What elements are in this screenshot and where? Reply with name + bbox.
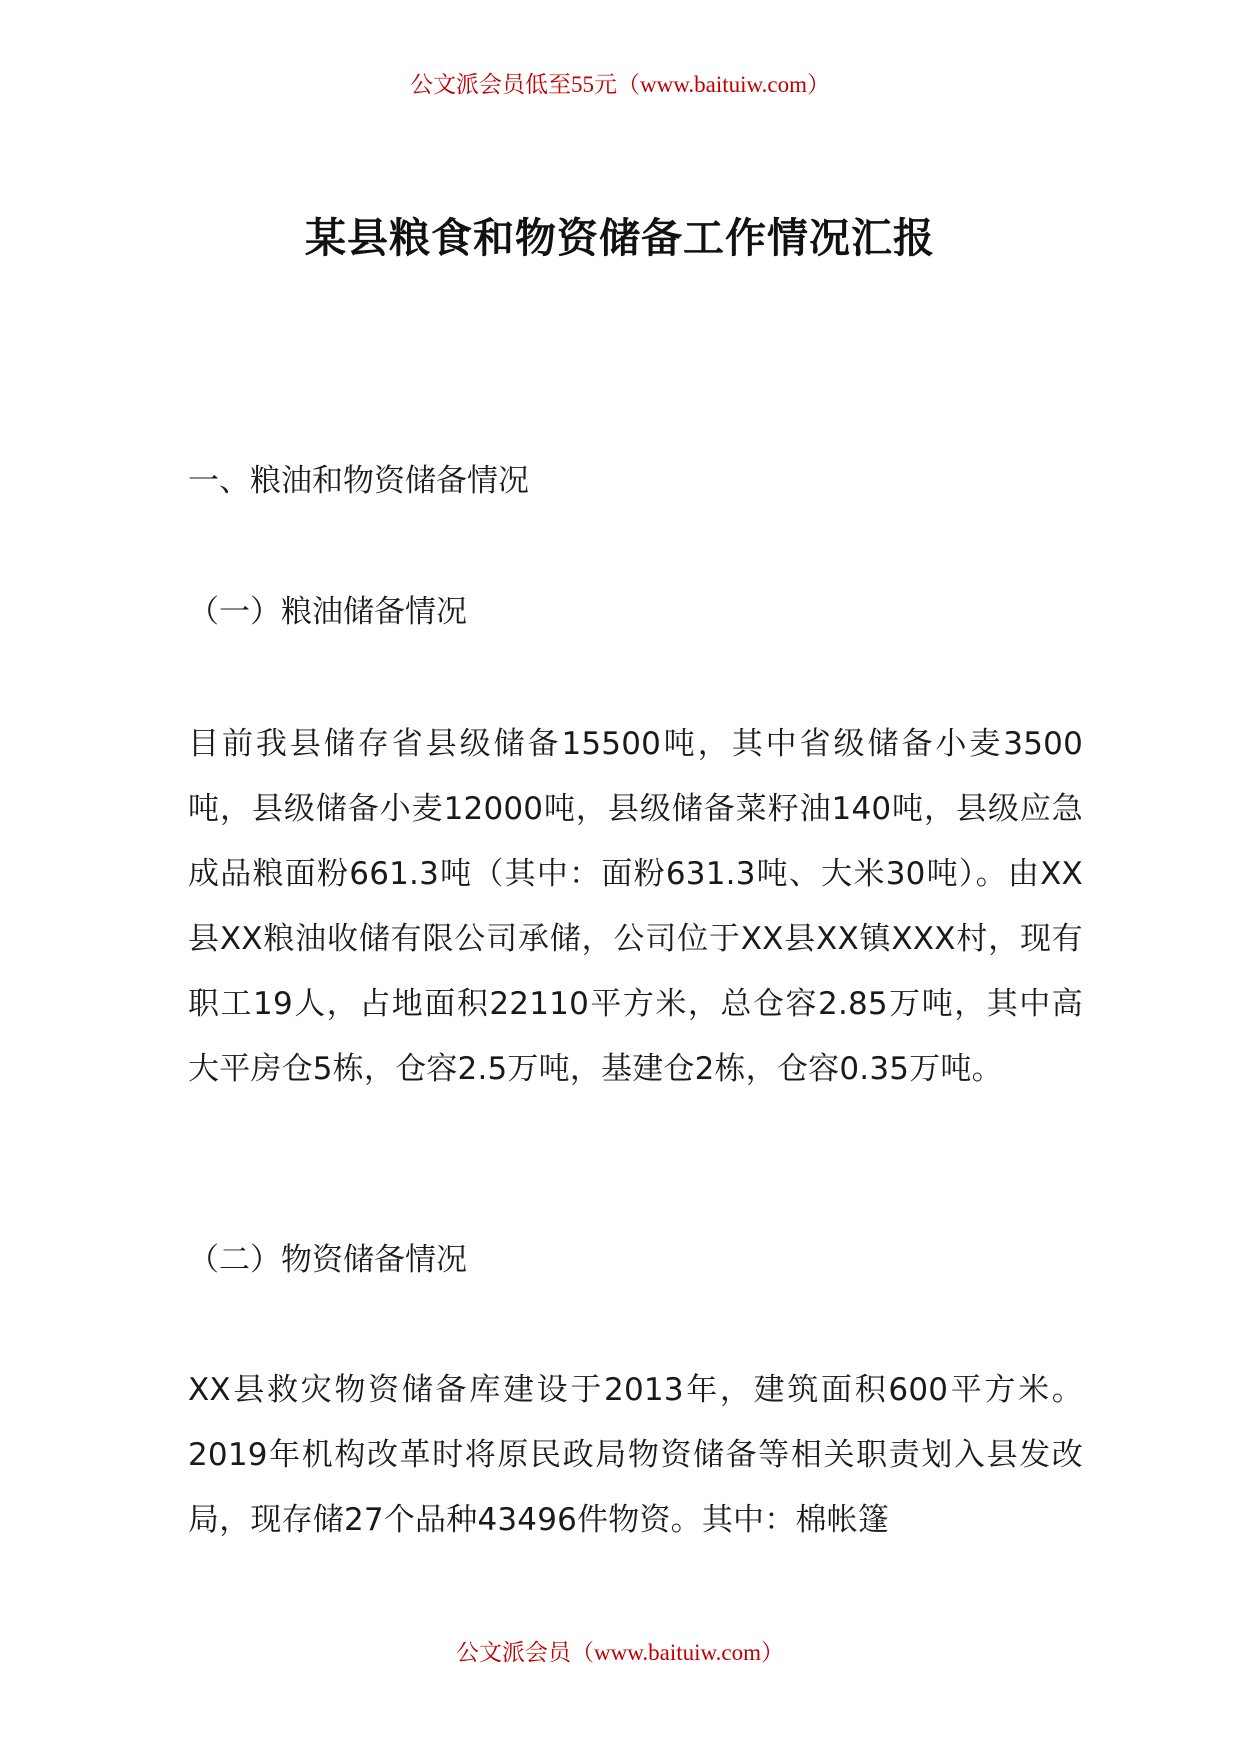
subsection-heading-1: （一）粮油储备情况 (188, 594, 467, 630)
paragraph-grain-oil-reserves: 目前我县储存省县级储备15500吨，其中省级储备小麦3500吨，县级储备小麦12000吨，县级储备菜籽油140吨，县级应急成品粮面粉661.3吨（其中：面粉631.3吨、大米30吨）。由XX县XX粮油收储有限公司承储，公司位于XX县XX镇XXX村，现有职工19人，占地面积22110平方米，总仓容2.85万吨，其中高大平房仓5栋，仓容2.5万吨，基建仓2栋，仓容0.35万吨。 (188, 726, 1083, 1087)
section-heading-1: 一、粮油和物资储备情况 (188, 463, 529, 499)
paragraph-material-reserves: XX县救灾物资储备库建设于2013年，建筑面积600平方米。2019年机构改革时将原民政局物资储备等相关职责划入县发改局，现存储27个品种43496件物资。其中：棉帐篷 (188, 1372, 1083, 1538)
footer-banner-link[interactable]: 公文派会员（www.baituiw.com） (456, 1640, 784, 1665)
subsection-heading-2: （二）物资储备情况 (188, 1242, 467, 1278)
header-banner-link[interactable]: 公文派会员低至55元（www.baituiw.com） (410, 72, 830, 97)
document-title: 某县粮食和物资储备工作情况汇报 (305, 214, 935, 262)
